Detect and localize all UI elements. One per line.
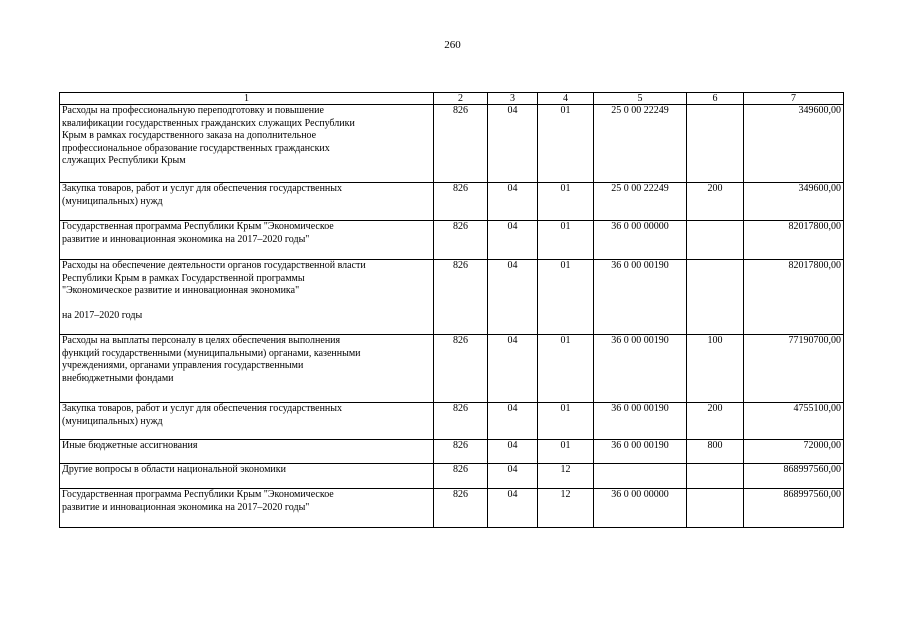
header-col-5: 5	[594, 93, 687, 105]
row-col-5: 25 0 00 22249	[594, 105, 687, 183]
row-name: Другие вопросы в области национальной экономики	[60, 464, 434, 489]
table-row	[60, 260, 844, 335]
row-col-5: 36 0 00 00000	[594, 489, 687, 528]
header-col-4: 4	[538, 93, 594, 105]
row-col-6	[687, 464, 744, 489]
row-col-5: 36 0 00 00190	[594, 440, 687, 464]
row-col-3: 04	[488, 335, 538, 403]
row-col-2: 826	[434, 183, 488, 221]
header-row	[60, 93, 844, 105]
row-col-5: 36 0 00 00190	[594, 403, 687, 440]
row-col-2: 826	[434, 489, 488, 528]
row-col-3: 04	[488, 105, 538, 183]
row-col-4: 01	[538, 105, 594, 183]
row-amount: 868997560,00	[744, 464, 844, 489]
table-row	[60, 221, 844, 260]
row-col-6: 200	[687, 183, 744, 221]
row-amount: 77190700,00	[744, 335, 844, 403]
row-col-2: 826	[434, 464, 488, 489]
row-amount: 82017800,00	[744, 221, 844, 260]
row-name: Расходы на профессиональную переподготовку и повышение квалификации государственных гражданских служащих Республики Крым в рамках государственного заказа на дополнительное профессиональное образование государственных гражданских служащих Республики Крым	[60, 105, 434, 183]
row-col-5	[594, 464, 687, 489]
header-col-7: 7	[744, 93, 844, 105]
row-amount: 349600,00	[744, 183, 844, 221]
row-col-6	[687, 221, 744, 260]
row-col-3: 04	[488, 260, 538, 335]
row-col-2: 826	[434, 403, 488, 440]
table-row	[60, 335, 844, 403]
row-col-4: 01	[538, 221, 594, 260]
row-col-3: 04	[488, 221, 538, 260]
row-col-3: 04	[488, 183, 538, 221]
row-col-4: 01	[538, 403, 594, 440]
row-col-2: 826	[434, 260, 488, 335]
header-col-2: 2	[434, 93, 488, 105]
row-col-6: 200	[687, 403, 744, 440]
row-amount: 868997560,00	[744, 489, 844, 528]
row-col-4: 12	[538, 489, 594, 528]
row-col-2: 826	[434, 221, 488, 260]
row-col-2: 826	[434, 105, 488, 183]
row-col-6	[687, 260, 744, 335]
row-col-4: 01	[538, 183, 594, 221]
header-col-6: 6	[687, 93, 744, 105]
row-name: Государственная программа Республики Крым "Экономическое развитие и инновационная экономика на 2017–2020 годы"	[60, 489, 434, 528]
page-number: 260	[444, 39, 461, 51]
row-amount: 349600,00	[744, 105, 844, 183]
row-col-3: 04	[488, 440, 538, 464]
row-col-5: 25 0 00 22249	[594, 183, 687, 221]
row-amount: 72000,00	[744, 440, 844, 464]
row-col-2: 826	[434, 440, 488, 464]
table-row	[60, 464, 844, 489]
row-col-6	[687, 489, 744, 528]
header-col-1: 1	[60, 93, 434, 105]
row-col-3: 04	[488, 464, 538, 489]
table-row	[60, 440, 844, 464]
table-row	[60, 403, 844, 440]
table-row	[60, 105, 844, 183]
row-col-4: 01	[538, 335, 594, 403]
row-col-6: 800	[687, 440, 744, 464]
header-col-3: 3	[488, 93, 538, 105]
table-row	[60, 183, 844, 221]
table-row	[60, 489, 844, 528]
row-name: Расходы на обеспечение деятельности органов государственной власти Республики Крым в рамках Государственной программы "Экономическое развитие и инновационная экономика" на 2017–2020 годы	[60, 260, 434, 335]
row-name: Закупка товаров, работ и услуг для обеспечения государственных (муниципальных) нужд	[60, 183, 434, 221]
row-col-5: 36 0 00 00190	[594, 260, 687, 335]
row-amount: 82017800,00	[744, 260, 844, 335]
row-name: Расходы на выплаты персоналу в целях обеспечения выполнения функций государственными (муниципальными) органами, казенными учреждениями, органами управления государственными внебюджетными фондами	[60, 335, 434, 403]
budget-table	[59, 92, 844, 528]
row-name: Иные бюджетные ассигнования	[60, 440, 434, 464]
row-col-2: 826	[434, 335, 488, 403]
row-col-6: 100	[687, 335, 744, 403]
row-col-6	[687, 105, 744, 183]
row-name: Государственная программа Республики Крым "Экономическое развитие и инновационная экономика на 2017–2020 годы"	[60, 221, 434, 260]
row-col-4: 01	[538, 260, 594, 335]
row-amount: 4755100,00	[744, 403, 844, 440]
row-name: Закупка товаров, работ и услуг для обеспечения государственных (муниципальных) нужд	[60, 403, 434, 440]
row-col-3: 04	[488, 489, 538, 528]
row-col-3: 04	[488, 403, 538, 440]
row-col-4: 01	[538, 440, 594, 464]
row-col-5: 36 0 00 00000	[594, 221, 687, 260]
row-col-5: 36 0 00 00190	[594, 335, 687, 403]
row-col-4: 12	[538, 464, 594, 489]
